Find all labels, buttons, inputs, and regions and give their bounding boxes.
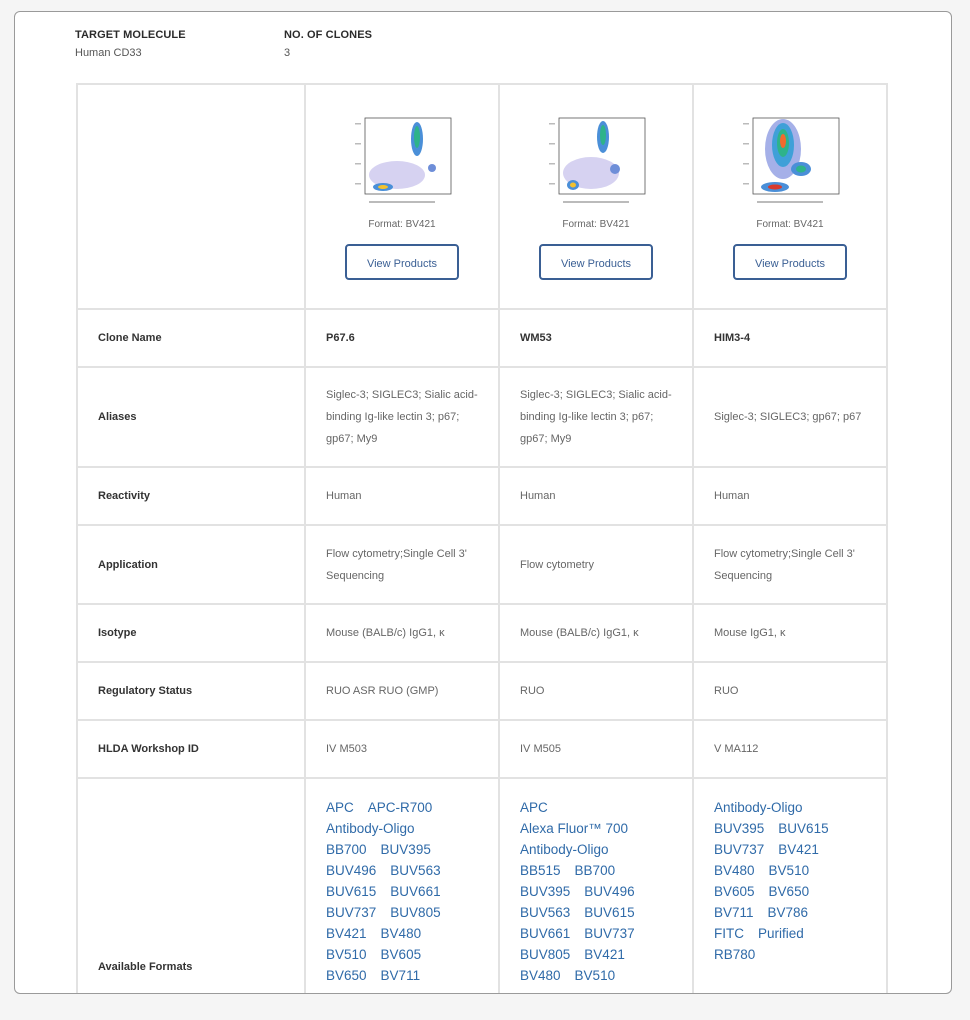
hlda-workshop-value: V MA112: [693, 720, 887, 778]
format-line: [520, 797, 672, 818]
aliases-value: Siglec-3; SIGLEC3; Sialic acid-binding Ig-like lectin 3; p67; gp67; My9: [499, 367, 693, 467]
format-link[interactable]: BUV737: [584, 926, 635, 941]
clone-count-label: NO. OF CLONES: [284, 29, 373, 41]
isotype-value: Mouse (BALB/c) IgG1, κ: [305, 604, 499, 662]
format-line: [714, 902, 866, 923]
format-link[interactable]: BV711: [714, 905, 754, 920]
comparison-table: [76, 83, 888, 994]
format-line: [326, 923, 478, 944]
row-label: Aliases: [77, 367, 305, 467]
format-link[interactable]: APC-R700: [367, 800, 433, 815]
format-label: Format: BV421: [368, 219, 436, 230]
aliases-value: Siglec-3; SIGLEC3; gp67; p67: [693, 367, 887, 467]
row-label: HLDA Workshop ID: [77, 720, 305, 778]
format-link[interactable]: BUV563: [520, 905, 571, 920]
hlda-workshop-value: IV M503: [305, 720, 499, 778]
formats-list: [499, 778, 693, 994]
format-link[interactable]: BV605: [380, 947, 422, 962]
available-formats-row: [77, 778, 887, 994]
view-products-button[interactable]: View Products: [539, 244, 653, 280]
format-link[interactable]: BUV615: [584, 905, 635, 920]
reactivity-value: Human: [305, 467, 499, 525]
format-line: [714, 818, 866, 839]
format-line: [326, 944, 478, 965]
application-value: Flow cytometry;Single Cell 3' Sequencing: [305, 525, 499, 604]
clone-comparison-panel: [14, 11, 952, 994]
format-line: [326, 860, 478, 881]
reactivity-row: [77, 467, 887, 525]
format-link[interactable]: BUV563: [390, 863, 441, 878]
row-label: Available Formats: [77, 778, 305, 994]
format-link[interactable]: BV421: [326, 926, 367, 941]
application-value: Flow cytometry;Single Cell 3' Sequencing: [693, 525, 887, 604]
format-link[interactable]: BB515: [520, 863, 561, 878]
reactivity-value: Human: [499, 467, 693, 525]
reactivity-value: Human: [693, 467, 887, 525]
clone-count-value: 3: [284, 47, 291, 59]
isotype-row: [77, 604, 887, 662]
format-link[interactable]: BUV805: [390, 905, 441, 920]
image-row-label: [77, 84, 305, 309]
format-line: [326, 797, 478, 818]
isotype-value: Mouse (BALB/c) IgG1, κ: [499, 604, 693, 662]
format-line: [520, 881, 672, 902]
format-line: [520, 818, 672, 839]
image-row: [77, 84, 887, 309]
regulatory-status-row: [77, 662, 887, 720]
format-link[interactable]: BV480: [380, 926, 422, 941]
format-link[interactable]: BUV496: [326, 863, 377, 878]
clone-image-cell: [693, 84, 887, 309]
format-line: [714, 797, 866, 818]
view-products-button[interactable]: View Products: [345, 244, 459, 280]
format-link[interactable]: BUV395: [520, 884, 571, 899]
summary-header: [75, 29, 675, 69]
format-line: [326, 818, 478, 839]
view-products-button[interactable]: View Products: [733, 244, 847, 280]
format-link[interactable]: BUV395: [380, 842, 431, 857]
regulatory-status-value: RUO: [693, 662, 887, 720]
format-link[interactable]: BUV661: [520, 926, 571, 941]
row-label: Regulatory Status: [77, 662, 305, 720]
format-line: [714, 923, 866, 944]
format-link[interactable]: Purified: [758, 926, 804, 941]
flow-cytometry-plot-image: [735, 113, 845, 213]
format-link[interactable]: BV510: [326, 947, 367, 962]
format-label: Format: BV421: [756, 219, 824, 230]
target-molecule: [75, 29, 186, 59]
format-link[interactable]: BV605: [714, 884, 755, 899]
clone-image-cell: [305, 84, 499, 309]
format-line: [714, 839, 866, 860]
clone-name-row: [77, 309, 887, 367]
application-row: [77, 525, 887, 604]
target-molecule-label: TARGET MOLECULE: [75, 29, 186, 41]
format-link[interactable]: BUV737: [714, 842, 765, 857]
format-line: [326, 839, 478, 860]
clone-image-cell: [499, 84, 693, 309]
format-link[interactable]: BB700: [326, 842, 367, 857]
format-line: [326, 881, 478, 902]
format-link[interactable]: BV421: [584, 947, 625, 962]
format-line: [326, 902, 478, 923]
clone-count: [284, 29, 372, 59]
format-link[interactable]: BV650: [326, 968, 367, 983]
application-value: Flow cytometry: [499, 525, 693, 604]
formats-list: [305, 778, 499, 994]
isotype-value: Mouse IgG1, κ: [693, 604, 887, 662]
flow-cytometry-plot-image: [347, 113, 457, 213]
row-label: Reactivity: [77, 467, 305, 525]
clone-name-value: WM53: [499, 309, 693, 367]
format-link[interactable]: BB700: [574, 863, 616, 878]
format-link[interactable]: BUV615: [326, 884, 377, 899]
format-link[interactable]: Alexa Fluor™ 700: [520, 821, 629, 836]
format-line: [714, 944, 866, 965]
format-line: [326, 965, 478, 986]
format-line: [520, 965, 672, 986]
clone-name-value: HIM3-4: [693, 309, 887, 367]
format-link[interactable]: Antibody-Oligo: [714, 800, 803, 815]
row-label: Isotype: [77, 604, 305, 662]
row-label: Application: [77, 525, 305, 604]
format-link[interactable]: BV711: [380, 968, 421, 983]
aliases-row: [77, 367, 887, 467]
format-link[interactable]: RB780: [714, 947, 756, 962]
row-label: Clone Name: [77, 309, 305, 367]
format-link[interactable]: APC: [520, 800, 548, 815]
aliases-value: Siglec-3; SIGLEC3; Sialic acid-binding Ig-like lectin 3; p67; gp67; My9: [305, 367, 499, 467]
format-link[interactable]: BV510: [768, 863, 810, 878]
format-link[interactable]: BV510: [574, 968, 616, 983]
format-link[interactable]: APC: [326, 800, 354, 815]
clone-name-value: P67.6: [305, 309, 499, 367]
target-molecule-value: Human CD33: [75, 47, 142, 59]
format-link[interactable]: BV480: [520, 968, 561, 983]
format-link[interactable]: Antibody-Oligo: [326, 821, 415, 836]
hlda-workshop-value: IV M505: [499, 720, 693, 778]
format-link[interactable]: BUV395: [714, 821, 765, 836]
format-link[interactable]: BV421: [778, 842, 819, 857]
format-line: [714, 860, 866, 881]
hlda-workshop-row: [77, 720, 887, 778]
format-label: Format: BV421: [562, 219, 630, 230]
regulatory-status-value: RUO: [499, 662, 693, 720]
format-link[interactable]: BV650: [768, 884, 810, 899]
format-link[interactable]: FITC: [714, 926, 744, 941]
formats-list: [693, 778, 887, 994]
format-link[interactable]: BV786: [767, 905, 809, 920]
format-line: [520, 923, 672, 944]
format-line: [714, 881, 866, 902]
format-link[interactable]: BUV661: [390, 884, 441, 899]
format-line: [520, 944, 672, 965]
format-line: [520, 902, 672, 923]
regulatory-status-value: RUO ASR RUO (GMP): [305, 662, 499, 720]
format-link[interactable]: BUV805: [520, 947, 571, 962]
format-link[interactable]: Antibody-Oligo: [520, 842, 609, 857]
flow-cytometry-plot-image: [541, 113, 651, 213]
format-line: [520, 860, 672, 881]
format-link[interactable]: BUV615: [778, 821, 829, 836]
format-line: [520, 839, 672, 860]
format-link[interactable]: BUV737: [326, 905, 377, 920]
format-link[interactable]: BUV496: [584, 884, 635, 899]
format-link[interactable]: BV480: [714, 863, 755, 878]
